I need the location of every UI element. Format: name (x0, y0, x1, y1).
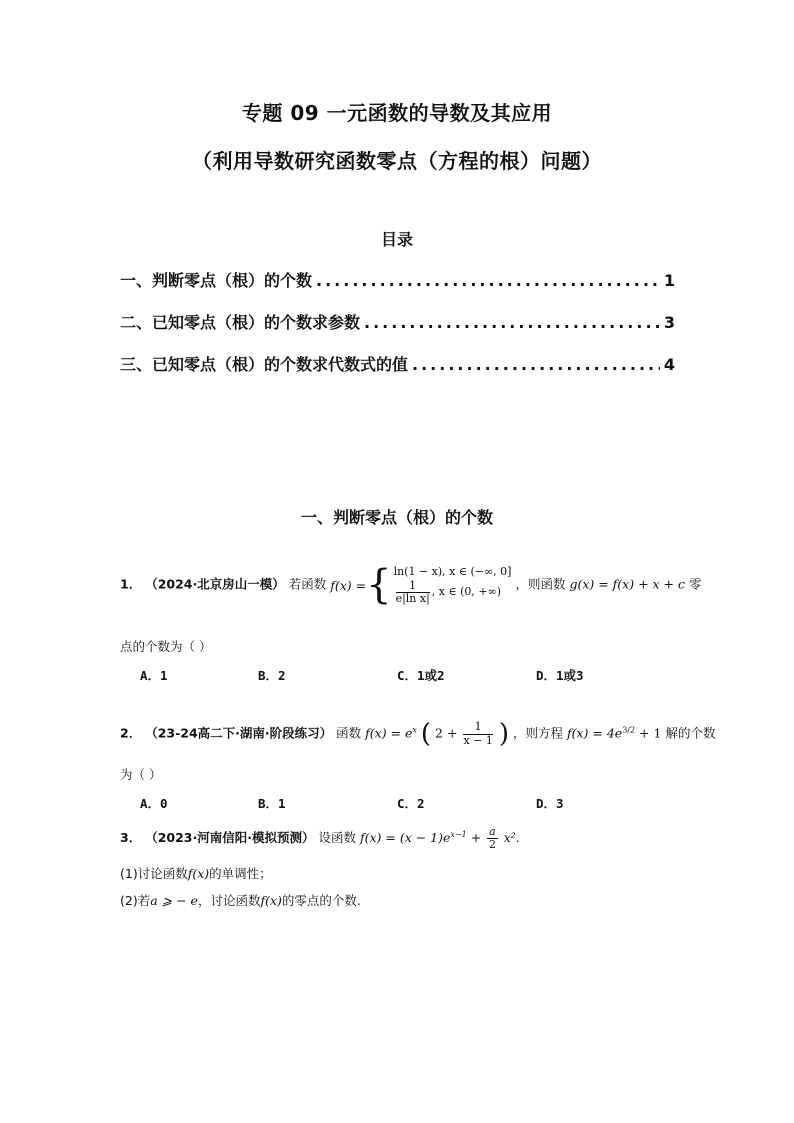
question-1-line1 (120, 562, 702, 609)
toc-item-page: 3 (663, 313, 675, 332)
toc-item[interactable] (120, 310, 675, 333)
case-2-fraction (396, 580, 430, 605)
toc-leader-dots (316, 271, 660, 290)
question-1-line2: 点的个数为（ ） (120, 639, 212, 654)
math-condition: a ⩾ − e (150, 893, 198, 908)
sub-question-text: (1)讨论函数 (120, 866, 188, 881)
question-text: 解的个数 (665, 725, 716, 741)
piecewise-cases (394, 565, 512, 605)
question-number: 1． (120, 576, 142, 592)
paren-right: ) (498, 719, 509, 749)
choice-d[interactable]: D．1或3 (536, 668, 584, 683)
toc-leader-dots (364, 313, 660, 332)
case-1: ln(1 − x), x ∈ (−∞, 0] (393, 565, 512, 578)
question-text: ，则方程 (512, 725, 563, 741)
toc-item-label: 一、判断零点（根）的个数 (120, 271, 313, 290)
toc-item-page: 1 (663, 271, 675, 290)
toc-item-label: 三、已知零点（根）的个数求代数式的值 (120, 355, 409, 374)
math-plus: + (470, 830, 482, 846)
math-f-lhs: f(x) = (x − 1)e (359, 830, 451, 846)
math-eq-rhs: + 1 (639, 725, 662, 741)
choice-c[interactable]: C．2 (397, 796, 425, 811)
piecewise-function (330, 562, 512, 609)
math-exp: x (412, 725, 417, 735)
fraction-denominator: e|ln x| (395, 591, 430, 605)
math-eq-lhs: f(x) = 4e (566, 725, 623, 741)
fraction-denominator: x − 1 (463, 733, 493, 747)
choice-b[interactable]: B．2 (258, 668, 286, 683)
sub-question-text: (2)若 (120, 893, 151, 908)
brace-symbol: { (366, 562, 392, 609)
paren-left: ( (420, 719, 432, 749)
doc-title: 专题 09 一元函数的导数及其应用 (241, 101, 553, 125)
question-2-line2: 为（ ） (120, 767, 162, 782)
choice-a[interactable]: A．1 (140, 668, 168, 683)
question-number: 3． (120, 830, 142, 846)
question-text: 若函数 (288, 576, 327, 592)
math-fraction (487, 826, 498, 851)
math-fraction (463, 721, 492, 746)
toc-heading: 目录 (380, 230, 413, 249)
question-3-sub2 (120, 891, 361, 909)
sub-question-text: 的零点的个数. (281, 893, 361, 908)
question-3-sub1 (120, 864, 272, 882)
math-f-def: f(x) = (330, 577, 367, 593)
math-f-lhs: f(x) = e (365, 725, 413, 741)
math-f: f(x) (187, 866, 210, 881)
question-source: （2024·北京房山一模） (145, 576, 285, 592)
choice-a[interactable]: A．0 (140, 796, 168, 811)
math-g-def: g(x) = f(x) + x + c (569, 576, 685, 592)
section-heading: 一、判断零点（根）的个数 (300, 508, 493, 527)
math-tail: x² (503, 830, 516, 846)
question-text: 零 (688, 576, 702, 592)
question-text: 函数 (336, 725, 362, 741)
choice-b[interactable]: B．1 (258, 796, 286, 811)
question-source: （23-24高二下·湖南·阶段练习） (145, 725, 333, 741)
question-3-line1 (120, 826, 520, 851)
fraction-numerator: 1 (463, 721, 492, 734)
question-2-line1 (120, 719, 715, 749)
question-text: 设函数 (318, 830, 356, 846)
sentence-end: . (515, 830, 520, 846)
toc-item-label: 二、已知零点（根）的个数求参数 (120, 313, 361, 332)
question-source: （2023·河南信阳·模拟预测） (145, 830, 315, 846)
case-2-domain: , x ∈ (0, +∞) (431, 585, 502, 599)
math-term: 2 + (435, 725, 458, 741)
question-text: ，则函数 (515, 576, 566, 592)
fraction-numerator: 1 (396, 580, 430, 593)
question-number: 2． (120, 725, 142, 741)
choice-d[interactable]: D．3 (536, 796, 564, 811)
choice-c[interactable]: C．1或2 (397, 668, 445, 683)
case-2 (394, 580, 512, 605)
doc-subtitle: （利用导数研究函数零点（方程的根）问题） (192, 149, 602, 173)
toc-item-page: 4 (663, 355, 675, 374)
toc-item[interactable] (120, 268, 675, 291)
math-exp: 3/2 (622, 725, 636, 735)
toc-item[interactable] (120, 352, 675, 375)
math-f: f(x) (260, 893, 282, 908)
sub-question-text: ，讨论函数 (197, 893, 261, 908)
math-exp: x−1 (450, 829, 467, 839)
toc-leader-dots (412, 355, 660, 374)
sub-question-text: 的单调性； (209, 866, 272, 881)
fraction-numerator: a (489, 825, 496, 838)
fraction-denominator: 2 (488, 838, 496, 852)
